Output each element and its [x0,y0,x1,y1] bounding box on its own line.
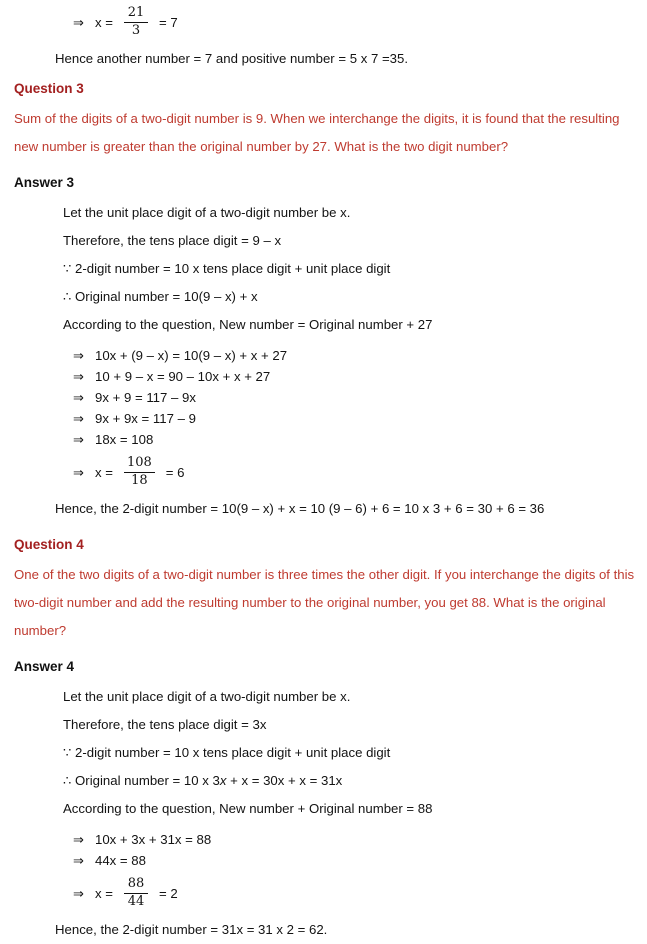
original-number-prefix: ∴ Original number = 10 x 3 [63,772,220,788]
answer-3-line: Let the unit place digit of a two-digit number be x. [63,204,351,220]
implies-icon: ⇒ [73,14,85,30]
equation-tail: = 2 [158,885,178,901]
answer-3-line: ∴ Original number = 10(9 – x) + x [63,288,258,304]
equation-lead: x = [95,885,113,901]
answer-3-fraction-step [0,456,647,489]
answer-3-line: ∵ 2-digit number = 10 x tens place digit + unit place digit [63,260,391,276]
fraction-denominator: 18 [131,472,148,488]
spacer [0,161,647,173]
equation-lead: x = [95,14,113,30]
answer-4-line: Let the unit place digit of a two-digit number be x. [63,688,351,704]
implies-icon: ⇒ [73,464,85,480]
question-4-body: One of the two digits of a two-digit number is three times the other digit. If you interchange the digits of this two-digit number and add the resulting number to the original number, you get 88. What is the original number? [14,566,635,638]
answer-4-step [0,850,647,871]
implies-icon: ⇒ [73,852,85,868]
fraction [124,877,148,910]
question-3-heading: Question 3 [14,80,84,96]
equation-text: 10x + (9 – x) = 10(9 – x) + x + 27 [95,347,288,363]
implies-icon: ⇒ [73,368,85,384]
equation-text: 10 + 9 – x = 90 – 10x + x + 27 [95,368,271,384]
answer-4-according-line: According to the question, New number + Original number = 88 [63,800,433,816]
implies-icon: ⇒ [73,831,85,847]
answer-4-heading: Answer 4 [14,658,75,674]
equation-text: 44x = 88 [95,852,146,868]
question-3-body: Sum of the digits of a two-digit number is 9. When we interchange the digits, it is found that the resulting new number is greater than the original number by 27. What is the two digit number? [14,110,620,154]
answer-3-step [0,345,647,366]
answer-4-fraction-step [0,877,647,910]
implies-icon: ⇒ [73,347,85,363]
spacer [0,523,647,535]
answer-4-line: ∵ 2-digit number = 10 x tens place digit + unit place digit [63,744,391,760]
equation-text: 9x + 9 = 117 – 9x [95,389,196,405]
fraction-denominator: 3 [131,22,141,38]
answer-3-heading: Answer 3 [14,174,75,190]
fraction-numerator: 88 [127,875,145,891]
equation-lead: x = [95,464,113,480]
equation-text: 10x + 3x + 31x = 88 [95,831,212,847]
implies-icon: ⇒ [73,410,85,426]
original-number-italic-x: x [219,772,227,788]
implies-icon: ⇒ [73,389,85,405]
question-4-heading: Question 4 [14,536,84,552]
top-conclusion-line: Hence another number = 7 and positive number = 5 x 7 =35. [55,50,408,66]
implies-icon: ⇒ [73,885,85,901]
equation-text: 18x = 108 [95,431,154,447]
answer-4-step [0,829,647,850]
answer-3-step [0,366,647,387]
answer-3-step [0,429,647,450]
answer-3-line: Therefore, the tens place digit = 9 – x [63,232,282,248]
fraction [124,6,148,39]
answer-3-line: According to the question, New number = Original number + 27 [63,316,433,332]
fraction-denominator: 44 [127,893,145,909]
answer-4-conclusion: Hence, the 2-digit number = 31x = 31 x 2 = 62. [55,921,328,937]
spacer [0,645,647,657]
answer-3-step [0,387,647,408]
implies-icon: ⇒ [73,431,85,447]
answer-4-original-number-line [0,767,647,795]
top-fraction-equation [0,6,647,39]
answer-4-line: Therefore, the tens place digit = 3x [63,716,267,732]
answer-3-conclusion: Hence, the 2-digit number = 10(9 – x) + x = 10 (9 – 6) + 6 = 10 x 3 + 6 = 30 + 6 = 36 [55,500,545,516]
equation-text: 9x + 9x = 117 – 9 [95,410,196,426]
equation-tail: = 7 [158,14,178,30]
equation-tail: = 6 [165,464,185,480]
fraction-numerator: 108 [126,454,152,470]
fraction [124,456,155,489]
original-number-suffix: + x = 30x + x = 31x [226,772,343,788]
answer-3-step [0,408,647,429]
fraction-numerator: 21 [127,5,145,20]
